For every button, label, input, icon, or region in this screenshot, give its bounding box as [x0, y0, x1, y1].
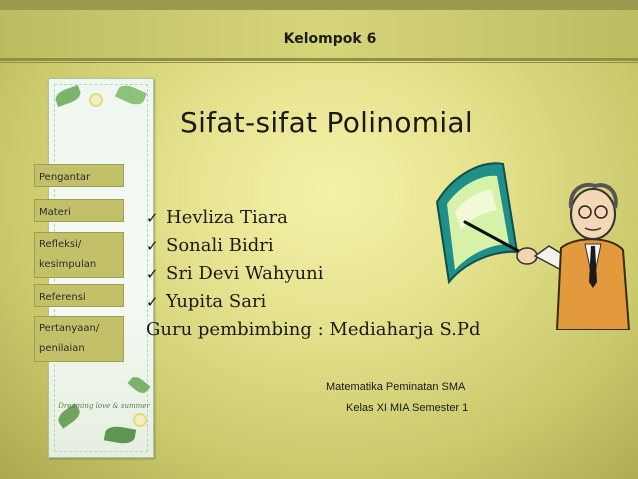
member-name: Yupita Sari [166, 291, 267, 312]
teacher-line: Guru pembimbing : Mediaharja S.Pd [146, 319, 481, 340]
nav-label: Pengantar [39, 172, 91, 183]
top-bar [0, 0, 638, 10]
nav-label: Materi [39, 207, 71, 218]
nav-materi[interactable] [34, 199, 124, 222]
nav-label: Referensi [39, 292, 86, 303]
band-divider-thin [0, 62, 638, 63]
checkmark-icon: ✓ [146, 293, 159, 311]
board-icon [437, 163, 517, 282]
class-text: Kelas XI MIA Semester 1 [346, 402, 469, 414]
nav-refleksi-kesimpulan[interactable] [34, 232, 124, 278]
teacher-pointing-board-clipart [425, 152, 631, 330]
group-title: Kelompok 6 [283, 31, 377, 47]
nav-pengantar[interactable] [34, 164, 124, 187]
flower-decoration-icon [89, 93, 103, 107]
checkmark-icon: ✓ [146, 265, 159, 283]
band-divider [0, 58, 638, 61]
nav-pertanyaan-penilaian[interactable] [34, 316, 124, 362]
nav-referensi[interactable] [34, 284, 124, 307]
flower-decoration-icon [133, 413, 147, 427]
checkmark-icon: ✓ [146, 237, 159, 255]
subject-text: Matematika Peminatan SMA [326, 381, 466, 393]
nav-label: Refleksi/ kesimpulan [39, 239, 97, 270]
checkmark-icon: ✓ [146, 209, 159, 227]
slide-title: Sifat-sifat Polinomial [180, 106, 473, 139]
member-name: Sri Devi Wahyuni [166, 263, 324, 284]
head [571, 189, 615, 239]
card-caption: Dreaming love & summer [58, 402, 150, 410]
member-name: Sonali Bidri [166, 235, 274, 256]
nav-label: Pertanyaan/ penilaian [39, 323, 100, 354]
member-name: Hevliza Tiara [166, 207, 288, 228]
